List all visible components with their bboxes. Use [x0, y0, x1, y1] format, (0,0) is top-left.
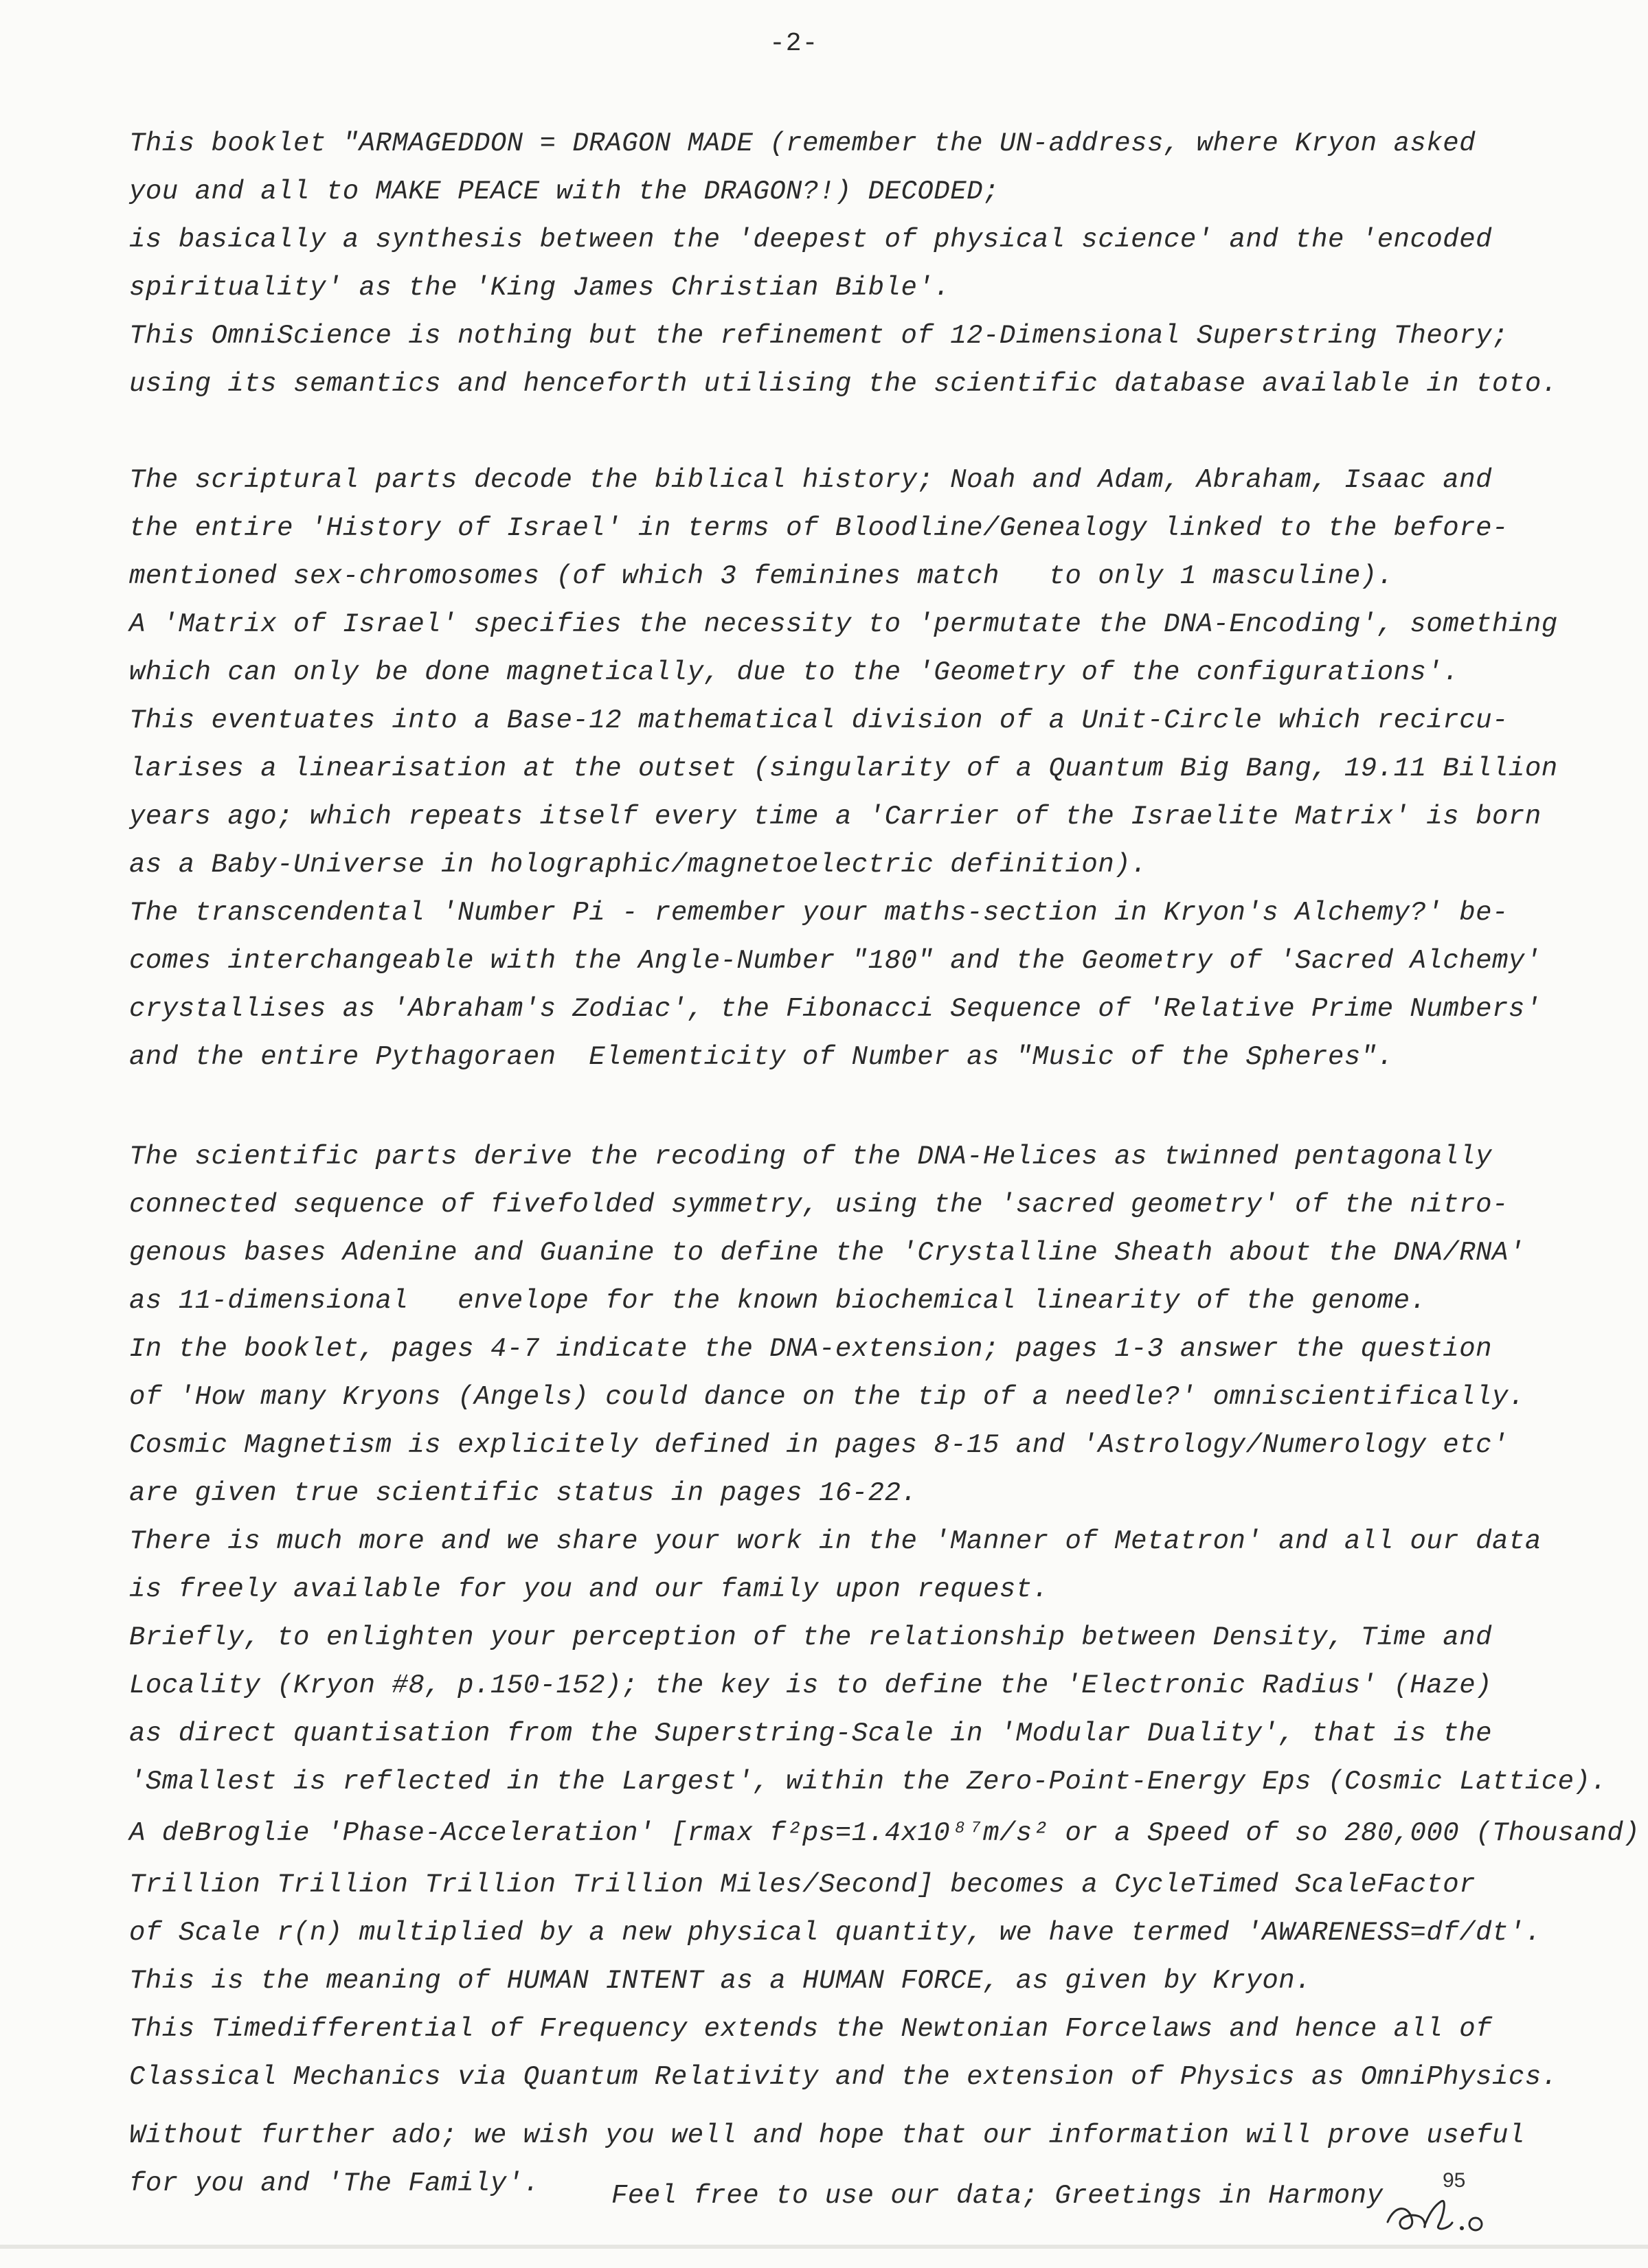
text-line: is freely available for you and our family upon request.	[129, 1574, 1049, 1604]
text-line: are given true scientific status in pages 16-22.	[129, 1478, 918, 1508]
signature-scribble	[1381, 2164, 1573, 2246]
page-number: -2-	[769, 29, 819, 58]
text-line: This Timedifferential of Frequency extends the Newtonian Forcelaws and hence all of	[129, 2014, 1493, 2044]
text-line: which can only be done magnetically, due to the 'Geometry of the configurations'.	[129, 657, 1460, 688]
text-line: The transcendental 'Number Pi - remember your maths-section in Kryon's Alchemy?' be-	[129, 898, 1509, 928]
text-line: mentioned sex-chromosomes (of which 3 feminines match to only 1 masculine).	[129, 561, 1394, 591]
text-line: Without further ado; we wish you well and hope that our information will prove useful	[129, 2120, 1525, 2151]
page-edge	[0, 2245, 1648, 2249]
signature-year: 95	[1443, 2169, 1466, 2192]
text-line: larises a linearisation at the outset (singularity of a Quantum Big Bang, 19.11 Billion	[129, 753, 1558, 784]
text-line: comes interchangeable with the Angle-Number "180" and the Geometry of 'Sacred Alchemy'	[129, 946, 1542, 976]
text-line: A deBroglie 'Phase-Acceleration' [rmax f²ps=1.4x10⁸⁷m/s² or a Speed of so 280,000 (Thousand)	[129, 1818, 1640, 1848]
text-line: Briefly, to enlighten your perception of the relationship between Density, Time and	[129, 1622, 1493, 1653]
text-line: Classical Mechanics via Quantum Relativity and the extension of Physics as OmniPhysics.	[129, 2062, 1558, 2092]
text-line: genous bases Adenine and Guanine to define the 'Crystalline Sheath about the DNA/RNA'	[129, 1238, 1525, 1268]
text-line: for you and 'The Family'.	[129, 2168, 540, 2199]
text-line: and the entire Pythagoraen Elementicity of Number as "Music of the Spheres".	[129, 1042, 1394, 1072]
text-line: connected sequence of fivefolded symmetry, using the 'sacred geometry' of the nitro-	[129, 1190, 1509, 1220]
text-line: There is much more and we share your work in the 'Manner of Metatron' and all our data	[129, 1526, 1542, 1556]
text-line: of Scale r(n) multiplied by a new physical quantity, we have termed 'AWARENESS=df/dt'.	[129, 1918, 1542, 1948]
text-line: spirituality' as the 'King James Christian Bible'.	[129, 273, 951, 303]
text-line: crystallises as 'Abraham's Zodiac', the Fibonacci Sequence of 'Relative Prime Numbers'	[129, 994, 1542, 1024]
text-line: The scientific parts derive the recoding of the DNA-Helices as twinned pentagonally	[129, 1142, 1493, 1172]
signature	[1381, 2164, 1573, 2246]
text-line: In the booklet, pages 4-7 indicate the DNA-extension; pages 1-3 answer the question	[129, 1334, 1493, 1364]
text-line: Locality (Kryon #8, p.150-152); the key is to define the 'Electronic Radius' (Haze)	[129, 1670, 1493, 1701]
greeting: Feel free to use our data; Greetings in Harmony	[611, 2181, 1384, 2211]
text-line: as a Baby-Universe in holographic/magnetoelectric definition).	[129, 850, 1148, 880]
text-line: This is the meaning of HUMAN INTENT as a HUMAN FORCE, as given by Kryon.	[129, 1966, 1312, 1996]
text-line: as 11-dimensional envelope for the known biochemical linearity of the genome.	[129, 1286, 1427, 1316]
text-line: using its semantics and henceforth utilising the scientific database available in toto.	[129, 369, 1558, 399]
text-line: The scriptural parts decode the biblical history; Noah and Adam, Abraham, Isaac and	[129, 465, 1493, 495]
text-line: of 'How many Kryons (Angels) could dance on the tip of a needle?' omniscientifically.	[129, 1382, 1525, 1412]
text-line: A 'Matrix of Israel' specifies the necessity to 'permutate the DNA-Encoding', something	[129, 609, 1558, 639]
text-line: This eventuates into a Base-12 mathematical division of a Unit-Circle which recircu-	[129, 705, 1509, 736]
text-line: Trillion Trillion Trillion Trillion Miles/Second] becomes a CycleTimed ScaleFactor	[129, 1870, 1476, 1900]
text-line: as direct quantisation from the Superstring-Scale in 'Modular Duality', that is the	[129, 1719, 1493, 1749]
text-line: 'Smallest is reflected in the Largest', within the Zero-Point-Energy Eps (Cosmic Lattice).	[129, 1767, 1607, 1797]
text-line: you and all to MAKE PEACE with the DRAGON?!) DECODED;	[129, 177, 1000, 207]
text-line: This OmniScience is nothing but the refinement of 12-Dimensional Superstring Theory;	[129, 321, 1509, 351]
text-line: This booklet "ARMAGEDDON = DRAGON MADE (remember the UN-address, where Kryon asked	[129, 128, 1476, 159]
text-line: years ago; which repeats itself every time a 'Carrier of the Israelite Matrix' is born	[129, 802, 1542, 832]
text-line: the entire 'History of Israel' in terms of Bloodline/Genealogy linked to the before-	[129, 513, 1509, 543]
text-line: Cosmic Magnetism is explicitely defined in pages 8-15 and 'Astrology/Numerology etc'	[129, 1430, 1509, 1460]
text-line: is basically a synthesis between the 'deepest of physical science' and the 'encoded	[129, 225, 1493, 255]
